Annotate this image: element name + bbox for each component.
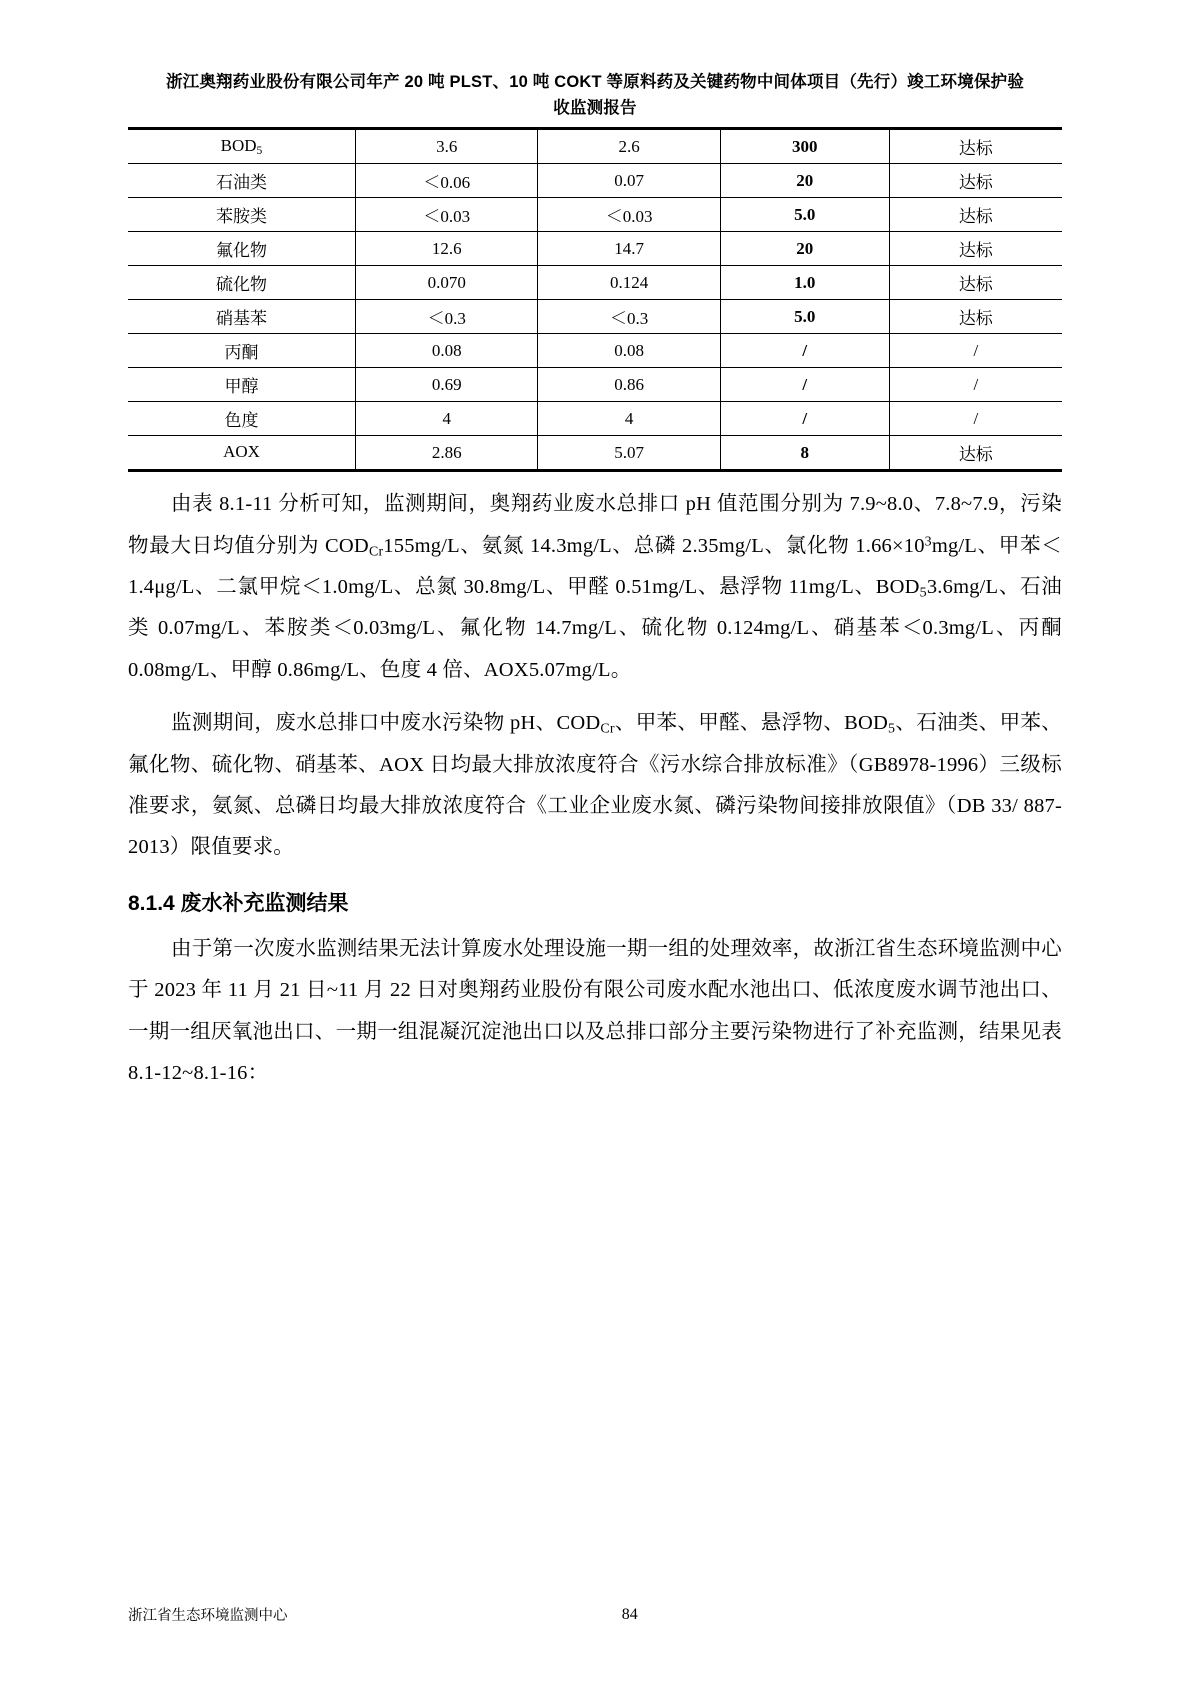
- cell-value-2: ＜0.3: [538, 300, 720, 334]
- cell-pollutant-name: [128, 129, 355, 164]
- pollutant-label: 硝基苯: [215, 308, 267, 328]
- table-row: [128, 436, 1062, 471]
- cell-value-1: 3.6: [355, 129, 537, 164]
- cod-subscript: Cr: [600, 721, 615, 737]
- cell-value-1: 0.08: [355, 334, 537, 368]
- cell-result: 达标: [889, 164, 1062, 198]
- cell-result: 达标: [889, 198, 1062, 232]
- cell-value-2: 4: [538, 402, 720, 436]
- table-row: [128, 402, 1062, 436]
- cell-value-1: 0.69: [355, 368, 537, 402]
- cell-result: /: [889, 334, 1062, 368]
- exponent-superscript: 3: [924, 534, 932, 550]
- table-row: [128, 368, 1062, 402]
- cell-result: 达标: [889, 436, 1062, 471]
- header-line-2: 收监测报告: [553, 98, 637, 117]
- table-row: [128, 198, 1062, 232]
- cell-pollutant-name: [128, 368, 355, 402]
- cell-pollutant-name: [128, 266, 355, 300]
- cell-value-2: ＜0.03: [538, 198, 720, 232]
- cell-value-1: ＜0.3: [355, 300, 537, 334]
- cell-value-1: 12.6: [355, 232, 537, 266]
- cell-value-1: ＜0.03: [355, 198, 537, 232]
- header-line-1: 浙江奥翔药业股份有限公司年产 20 吨 PLST、10 吨 COKT 等原料药及关键药物中间体项目（先行）竣工环境保护验: [165, 73, 1025, 91]
- paragraph-analysis-part2: 155mg/L、氨氮 14.3mg/L、总磷 2.35mg/L、氯化物 1.66×10: [383, 534, 925, 557]
- paragraph-standards-part3: 、石油类、甲苯、氟化物、硫化物、硝基苯、AOX 日均最大排放浓度符合《污水综合排放标准》（GB8978-1996）三级标准要求，氨氮、总磷日均最大排放浓度符合《工业企业废水氮、磷污染物间接排放限值》（DB 33/ 887-2013）限值要求。: [128, 712, 1062, 859]
- footer-organization: 浙江省生态环境监测中心: [128, 1608, 288, 1624]
- pollutant-label: 色度: [224, 410, 259, 430]
- cell-pollutant-name: [128, 402, 355, 436]
- cell-limit: 5.0: [720, 300, 889, 334]
- cell-result: 达标: [889, 129, 1062, 164]
- paragraph-analysis-part4: 3.6mg/L、石油类 0.07mg/L、苯胺类＜0.03mg/L、氟化物 14.7mg/L、硫化物 0.124mg/L、硝基苯＜0.3mg/L、丙酮 0.08mg/L、甲醇 0.86mg/L、色度 4 倍、AOX5.07mg/L。: [128, 575, 1062, 681]
- cell-value-2: 5.07: [538, 436, 720, 471]
- cell-value-1: 0.070: [355, 266, 537, 300]
- cell-value-1: ＜0.06: [355, 164, 537, 198]
- cell-value-2: 0.07: [538, 164, 720, 198]
- paragraph-standards-part2: 、甲苯、甲醛、悬浮物、BOD: [614, 712, 889, 735]
- cell-result: /: [889, 368, 1062, 402]
- table-row: [128, 164, 1062, 198]
- cell-value-2: 2.6: [538, 129, 720, 164]
- table-body: [128, 129, 1062, 471]
- table-row: [128, 129, 1062, 164]
- cell-value-2: 0.08: [538, 334, 720, 368]
- cell-pollutant-name: [128, 232, 355, 266]
- cell-limit: /: [720, 368, 889, 402]
- cell-pollutant-name: [128, 300, 355, 334]
- cell-limit: /: [720, 334, 889, 368]
- pollutant-label: 甲醇: [224, 376, 259, 396]
- cell-pollutant-name: [128, 436, 355, 471]
- pollutant-label: AOX: [223, 442, 260, 462]
- monitoring-data-table: [128, 127, 1062, 472]
- cell-value-1: 2.86: [355, 436, 537, 471]
- pollutant-label: 硫化物: [215, 274, 267, 294]
- cell-value-2: 14.7: [538, 232, 720, 266]
- cell-value-2: 0.124: [538, 266, 720, 300]
- cell-result: /: [889, 402, 1062, 436]
- paragraph-supplementary-monitoring: 由于第一次废水监测结果无法计算废水处理设施一期一组的处理效率，故浙江省生态环境监测中心于 2023 年 11 月 21 日~11 月 22 日对奥翔药业股份有限公司废水配水池出口、低浓度废水调节池出口、一期一组厌氧池出口、一期一组混凝沉淀池出口以及总排口部分主要污染物进行了补充监测，结果见表 8.1-12~8.1-16：: [128, 937, 1062, 1084]
- cell-result: 达标: [889, 232, 1062, 266]
- cell-limit: 300: [720, 129, 889, 164]
- cell-limit: 20: [720, 164, 889, 198]
- cell-limit: 1.0: [720, 266, 889, 300]
- cell-limit: 8: [720, 436, 889, 471]
- paragraph-standards-part1: 监测期间，废水总排口中废水污染物 pH、COD: [171, 712, 601, 735]
- table-row: [128, 232, 1062, 266]
- monitoring-data-table-wrapper: [128, 127, 1062, 472]
- cod-subscript: Cr: [368, 544, 384, 560]
- section-heading-8-1-4: 8.1.4 废水补充监测结果: [128, 891, 349, 915]
- paragraph-standards: [128, 703, 1062, 869]
- cell-limit: /: [720, 402, 889, 436]
- cell-limit: 5.0: [720, 198, 889, 232]
- pollutant-label: BOD: [220, 136, 257, 156]
- paragraph-analysis-part3: mg/L、甲苯＜1.4μg/L、二氯甲烷＜1.0mg/L、总氮 30.8mg/L、甲醛 0.51mg/L、悬浮物 11mg/L、BOD: [128, 534, 1062, 598]
- cell-value-1: 4: [355, 402, 537, 436]
- footer-page-number: 84: [621, 1605, 638, 1623]
- page-header: [128, 70, 1062, 121]
- cell-pollutant-name: [128, 334, 355, 368]
- pollutant-label: 石油类: [215, 172, 267, 192]
- page-footer: [128, 1604, 1062, 1625]
- bod-subscript: 5: [888, 721, 896, 737]
- paragraph-analysis: [128, 484, 1062, 691]
- table-row: [128, 266, 1062, 300]
- pollutant-label: 氟化物: [215, 240, 267, 260]
- table-row: [128, 300, 1062, 334]
- cell-pollutant-name: [128, 198, 355, 232]
- pollutant-subscript: 5: [256, 144, 263, 158]
- cell-result: 达标: [889, 266, 1062, 300]
- cell-limit: 20: [720, 232, 889, 266]
- pollutant-label: 苯胺类: [215, 206, 267, 226]
- cell-pollutant-name: [128, 164, 355, 198]
- cell-result: 达标: [889, 300, 1062, 334]
- pollutant-label: 丙酮: [224, 342, 259, 362]
- paragraph-analysis-part1: 由表 8.1-11 分析可知，监测期间，奥翔药业废水总排口 pH 值范围分别为 7.9~8.0、7.8~7.9，污染物最大日均值分别为 COD: [128, 493, 1062, 557]
- cell-value-2: 0.86: [538, 368, 720, 402]
- table-row: [128, 334, 1062, 368]
- bod-subscript: 5: [919, 585, 927, 601]
